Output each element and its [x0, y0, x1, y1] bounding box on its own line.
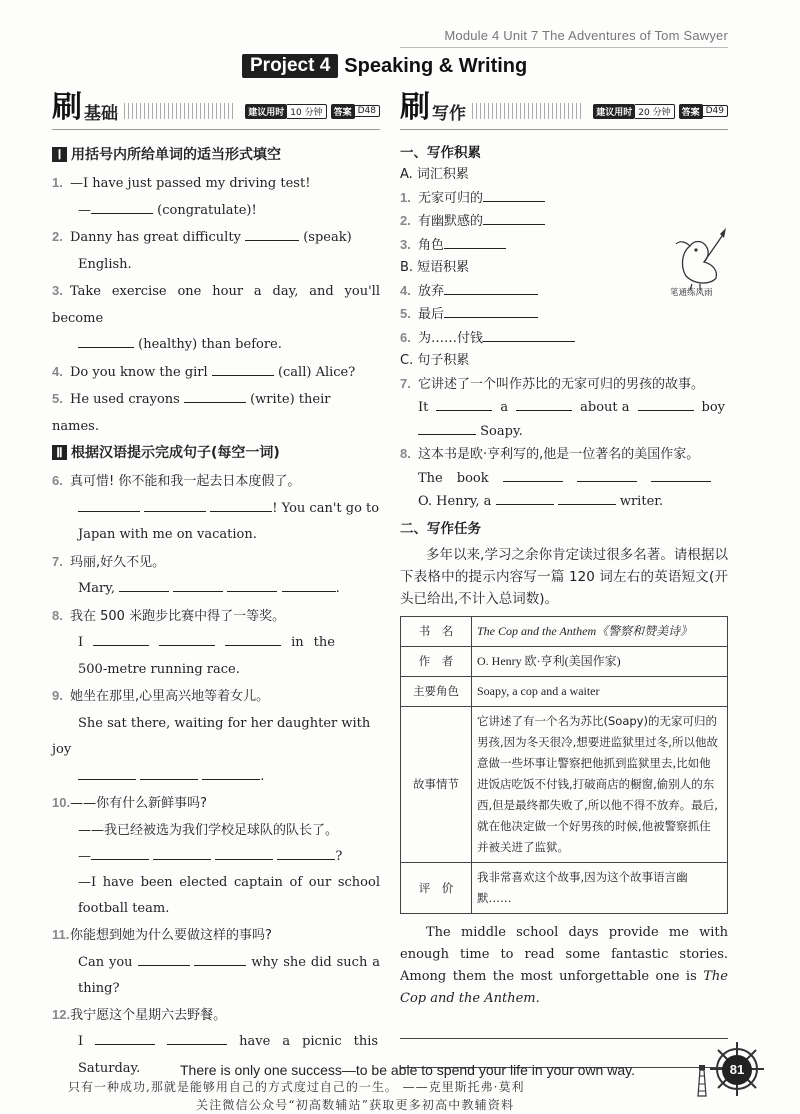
answer-blank[interactable] [153, 845, 211, 860]
answer-blank[interactable] [503, 467, 563, 482]
question-9: 9. 她坐在那里,心里高兴地等着女儿。 She sat there, waiting for her daughter with joy . [52, 688, 371, 784]
table-value: The Cop and the Anthem《警察和赞美诗》 [472, 616, 728, 646]
sentence-7: 7. 它讲述了一个叫作苏比的无家可归的男孩的故事。 It a about a boy Soapy. [400, 375, 726, 439]
answer-blank[interactable] [167, 1030, 227, 1045]
footer-quote-cn: 只有一种成功,那就是能够用自己的方式度过自己的一生。 ——克里斯托弗·莫利 [68, 1080, 525, 1094]
task-instructions: 多年以来,学习之余你肯定读过很多名著。请根据以下表格中的提示内容写一篇 120 词左右的英语短文(开头已给出,不计入总词数)。 [400, 546, 728, 607]
question-11: 11.你能想到她为什么要做这样的事吗? Can you why she did such a thing? [52, 927, 381, 996]
table-key: 书 名 [401, 616, 472, 646]
phrase-6: 6. 为……付钱 [400, 327, 728, 351]
shua-logo: 刷 [52, 90, 82, 125]
table-row [401, 862, 728, 913]
question-8: 8. 我在 500 米跑步比赛中得了一等奖。 I in the 500-metre running race. [52, 607, 335, 677]
answer-blank[interactable] [202, 765, 260, 780]
vocab-heading: A. 词汇积累 [400, 167, 469, 182]
time-tag: 建议用时 10 分钟 [245, 104, 326, 119]
answer-blank[interactable] [282, 577, 336, 592]
table-value: O. Henry 欧·亨利(美国作家) [472, 646, 728, 676]
answer-blank[interactable] [194, 951, 246, 966]
vocab-3: 3. 角色 [400, 234, 728, 258]
answer-blank[interactable] [159, 631, 215, 646]
table-row [401, 706, 728, 862]
answer-blank[interactable] [78, 497, 140, 512]
table-row [401, 646, 728, 676]
answer-blank[interactable] [225, 631, 281, 646]
vocab-1: 1. 无家可归的 [400, 187, 728, 211]
answer-blank[interactable] [444, 234, 506, 249]
answer-blank[interactable] [119, 577, 169, 592]
answer-blank[interactable] [78, 765, 136, 780]
answer-blank[interactable] [516, 396, 572, 411]
table-value: 它讲述了有一个名为苏比(Soapy)的无家可归的男孩,因为冬天很冷,想要进监狱里过冬,所以他故意做一些坏事让警察把他抓到监狱里去,比如他进饭店吃饭不付钱,打破商店的橱窗,偷别人的东西,但是最终都失败了,所以他不得不放弃。最后,就在他决定做一个好男孩的时候,他被警察抓住并被关进了监狱。 [472, 706, 728, 862]
shua-logo: 刷 [400, 90, 430, 125]
essay-opening: The middle school days provide me with enough time to read some fantastic stories. Among them the most unforgettable one is The Cop and the Anthem. [400, 924, 728, 1006]
answer-blank[interactable] [277, 845, 335, 860]
writing-header [400, 90, 728, 126]
part-title: 根据汉语提示完成句子(每空一词) [71, 445, 280, 461]
part-number-badge: Ⅱ [52, 445, 67, 460]
project-badge: Project 4 [242, 54, 338, 78]
answer-blank[interactable] [418, 420, 476, 435]
part-1-heading [52, 144, 380, 164]
question-6: 6. 真可惜! 你不能和我一起去日本度假了。 ! You can't go to Japan with me on vacation. [52, 473, 380, 542]
answer-blank[interactable] [140, 765, 198, 780]
answer-blank[interactable] [577, 467, 637, 482]
header-rule [400, 47, 728, 48]
question-4: 4. Do you know the girl (call) Alice? [52, 359, 380, 387]
answer-blank[interactable] [215, 845, 273, 860]
answer-blank[interactable] [173, 577, 223, 592]
part-2-heading [52, 442, 380, 462]
vocab-2: 2. 有幽默感的 [400, 210, 728, 234]
answer-blank[interactable] [227, 577, 277, 592]
question-3: 3. Take exercise one hour a day, and you'll become (healthy) than before. [52, 283, 380, 352]
project-title-row [242, 52, 527, 80]
table-key: 故事情节 [401, 706, 472, 862]
section-name: 基础 [84, 103, 118, 124]
answer-blank[interactable] [483, 327, 575, 342]
time-tag: 建议用时 20 分钟 [593, 104, 674, 119]
answer-blank[interactable] [496, 490, 554, 505]
phrase-heading: B. 短语积累 [400, 260, 470, 275]
sentence-heading: C. 句子积累 [400, 353, 470, 368]
answer-blank[interactable] [245, 226, 299, 241]
answer-blank[interactable] [638, 396, 694, 411]
answer-blank[interactable] [558, 490, 616, 505]
answer-blank[interactable] [444, 303, 538, 318]
table-key: 评 价 [401, 862, 472, 913]
book-title: The Cop and the Anthem [400, 968, 728, 1006]
phrase-4: 4. 放弃 [400, 280, 728, 304]
section-rule [400, 129, 728, 130]
header-stripes [124, 103, 235, 119]
question-1: 1. —I have just passed my driving test! — (congratulate)! [52, 175, 311, 218]
table-key: 主要角色 [401, 676, 472, 706]
writing-column [400, 90, 728, 1068]
answer-tag: 答案 D49 [679, 104, 728, 119]
basics-header [52, 90, 380, 126]
page-number: 81 [722, 1055, 752, 1085]
project-title: Speaking & Writing [344, 54, 528, 77]
question-7: 7. 玛丽,好久不见。 Mary, . [52, 553, 340, 596]
answer-blank[interactable] [483, 187, 545, 202]
answer-blank[interactable] [138, 951, 190, 966]
writing-part-1-heading: 一、写作积累 [400, 145, 481, 161]
table-key: 作 者 [401, 646, 472, 676]
answer-blank[interactable] [95, 1030, 155, 1045]
phrase-5: 5. 最后 [400, 303, 728, 327]
answer-blank[interactable] [444, 280, 538, 295]
footer-quote-en: There is only one success—to be able to spend your life in your own way. [180, 1062, 635, 1078]
bird-caption: 笔通练风雨 [670, 288, 713, 298]
answer-blank[interactable] [210, 497, 272, 512]
writing-part-2-heading: 二、写作任务 [400, 520, 481, 537]
section-name: 写作 [432, 103, 466, 124]
answer-blank[interactable] [651, 467, 711, 482]
header-stripes [472, 103, 583, 119]
answer-blank[interactable] [91, 199, 153, 214]
running-header: Module 4 Unit 7 The Adventures of Tom Sawyer [444, 28, 728, 43]
question-5: 5. He used crayons (write) their names. [52, 386, 380, 440]
section-rule [52, 129, 380, 130]
answer-blank[interactable] [212, 361, 274, 376]
footer-promo: 关注微信公众号“初高数辅站”获取更多初高中教辅资料 [196, 1098, 515, 1112]
answer-blank[interactable] [483, 210, 545, 225]
question-2: 2. Danny has great difficulty (speak) English. [52, 224, 380, 278]
answer-blank[interactable] [184, 388, 246, 403]
bird-illustration [672, 226, 728, 292]
table-row [401, 676, 728, 706]
answer-tag: 答案 D48 [331, 104, 380, 119]
writing-line[interactable] [400, 1010, 728, 1039]
sentence-8: 8. 这本书是欧·亨利写的,他是一位著名的美国作家。 The book O. Henry, a writer. [400, 443, 728, 514]
part-number-badge: Ⅰ [52, 147, 67, 162]
question-10: 10.——你有什么新鲜事吗? ——我已经被选为我们学校足球队的队长了。 — ? —I have been elected captain of our school football team. [52, 795, 380, 916]
part-title: 用括号内所给单词的适当形式填空 [71, 147, 281, 163]
answer-blank[interactable] [144, 497, 206, 512]
table-value: 我非常喜欢这个故事,因为这个故事语言幽默…… [472, 862, 728, 913]
table-row [401, 616, 728, 646]
question-12: 12.我宁愿这个星期六去野餐。 I have a picnic this Saturday. [52, 1006, 379, 1076]
lighthouse-icon [690, 1060, 714, 1098]
story-info-table [400, 616, 728, 914]
answer-blank[interactable] [78, 333, 134, 348]
table-value: Soapy, a cop and a waiter [472, 676, 728, 706]
answer-blank[interactable] [91, 845, 149, 860]
answer-blank[interactable] [93, 631, 149, 646]
answer-blank[interactable] [436, 396, 492, 411]
basics-column [52, 90, 380, 1082]
